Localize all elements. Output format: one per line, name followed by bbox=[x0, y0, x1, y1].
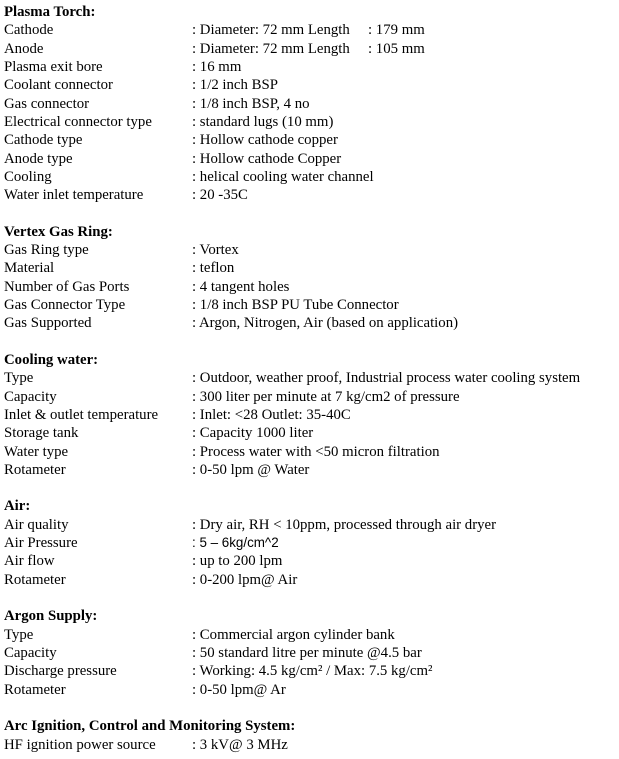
spec-label: Water type bbox=[4, 443, 69, 460]
spec-label: Gas Connector Type bbox=[4, 297, 126, 313]
spec-value-part-1: : 1/2 inch BSP bbox=[192, 77, 278, 94]
spec-value bbox=[192, 369, 619, 387]
spec-value-part-1: : Working: 4.5 kg/cm² / Max: 7.5 kg/cm² bbox=[192, 663, 433, 680]
spec-label: Cathode bbox=[4, 22, 54, 39]
spec-value-part-1: : Hollow cathode Copper bbox=[192, 150, 342, 167]
section-rows bbox=[4, 369, 619, 479]
spec-row bbox=[4, 552, 619, 570]
spec-row bbox=[4, 644, 619, 662]
spec-value-part-1: : Capacity 1000 liter bbox=[192, 425, 314, 442]
spec-value bbox=[192, 644, 619, 662]
spec-section bbox=[4, 3, 619, 204]
spec-value bbox=[192, 186, 619, 204]
spec-value-part-1: : 5 – 6kg/cm^2 bbox=[192, 535, 279, 551]
spec-row bbox=[4, 681, 619, 699]
section-heading: Arc Ignition, Control and Monitoring System: bbox=[4, 718, 296, 735]
spec-row bbox=[4, 388, 619, 406]
spec-value bbox=[192, 443, 619, 461]
spec-value-part-1: : Process water with <50 micron filtration bbox=[192, 443, 440, 460]
spec-value bbox=[192, 626, 619, 644]
spec-row bbox=[4, 736, 619, 754]
spec-value-part-1: : Outdoor, weather proof, Industrial process water cooling system bbox=[192, 370, 581, 387]
spec-label: Type bbox=[4, 370, 34, 387]
spec-row bbox=[4, 516, 619, 534]
spec-row bbox=[4, 424, 619, 442]
spec-value-part-1: : 1/8 inch BSP, 4 no bbox=[192, 95, 310, 112]
spec-value bbox=[192, 296, 619, 314]
spec-label: Water inlet temperature bbox=[4, 187, 144, 204]
spec-value bbox=[192, 241, 619, 259]
spec-value-part-1: : 0-50 lpm @ Water bbox=[192, 461, 310, 478]
spec-value bbox=[192, 681, 619, 699]
spec-label: Anode bbox=[4, 40, 44, 57]
spec-value-part-1: : teflon bbox=[192, 260, 235, 277]
spec-value bbox=[192, 40, 619, 58]
spec-value-part-1: : 1/8 inch BSP PU Tube Connector bbox=[192, 297, 399, 313]
spec-label: Gas Ring type bbox=[4, 242, 89, 259]
spec-row bbox=[4, 58, 619, 76]
spec-label: Rotameter bbox=[4, 571, 66, 588]
spec-section bbox=[4, 607, 619, 699]
spec-value-part-1: : Vortex bbox=[192, 242, 239, 259]
spec-value-part-1: : Hollow cathode copper bbox=[192, 132, 338, 149]
spec-row bbox=[4, 113, 619, 131]
spec-section bbox=[4, 717, 619, 754]
section-rows bbox=[4, 626, 619, 699]
spec-value bbox=[192, 150, 619, 168]
spec-value-part-1: : 0-200 lpm@ Air bbox=[192, 571, 298, 588]
spec-label: Air Pressure bbox=[4, 535, 78, 552]
spec-row bbox=[4, 296, 619, 314]
spec-value bbox=[192, 58, 619, 76]
spec-row bbox=[4, 131, 619, 149]
spec-label: Air quality bbox=[4, 516, 69, 533]
spec-value-part-1: : 4 tangent holes bbox=[192, 278, 290, 295]
spec-row bbox=[4, 21, 619, 39]
spec-value bbox=[192, 259, 619, 277]
spec-value-part-1: : standard lugs (10 mm) bbox=[192, 113, 334, 130]
spec-row bbox=[4, 461, 619, 479]
spec-value-part-1: : 300 liter per minute at 7 kg/cm2 of pressure bbox=[192, 388, 460, 405]
spec-label: Discharge pressure bbox=[4, 663, 117, 680]
spec-value bbox=[192, 314, 619, 332]
spec-value bbox=[192, 516, 619, 534]
spec-row bbox=[4, 76, 619, 94]
section-heading: Argon Supply: bbox=[4, 608, 98, 625]
spec-label: Rotameter bbox=[4, 461, 66, 478]
spec-value-part-1: : Commercial argon cylinder bank bbox=[192, 626, 395, 643]
spec-value-part-1: : Argon, Nitrogen, Air (based on application) bbox=[192, 315, 459, 332]
spec-label: Coolant connector bbox=[4, 77, 113, 94]
spec-section bbox=[4, 223, 619, 333]
spec-value-part-1: : 50 standard litre per minute @4.5 bar bbox=[192, 644, 422, 661]
spec-section bbox=[4, 351, 619, 479]
spec-label: Gas connector bbox=[4, 95, 90, 112]
spec-value-part-1: : 0-50 lpm@ Ar bbox=[192, 681, 286, 698]
spec-label: Air flow bbox=[4, 553, 55, 570]
spec-row bbox=[4, 278, 619, 296]
spec-value bbox=[192, 461, 619, 479]
spec-label: Cathode type bbox=[4, 132, 83, 149]
spec-value bbox=[192, 168, 619, 186]
spec-value bbox=[192, 662, 619, 680]
spec-label: Cooling bbox=[4, 168, 52, 185]
spec-row bbox=[4, 259, 619, 277]
spec-value-part-1: : 16 mm bbox=[192, 58, 242, 75]
spec-row bbox=[4, 40, 619, 58]
spec-value-part-1: : 20 -35C bbox=[192, 187, 248, 204]
section-heading: Air: bbox=[4, 498, 31, 515]
section-rows bbox=[4, 736, 619, 754]
spec-value-part-2: : 105 mm bbox=[368, 40, 425, 57]
spec-label: Type bbox=[4, 626, 34, 643]
spec-label: Gas Supported bbox=[4, 315, 92, 332]
spec-label: Electrical connector type bbox=[4, 113, 152, 130]
spec-value-part-2: : 179 mm bbox=[368, 22, 425, 39]
section-rows bbox=[4, 241, 619, 333]
spec-value bbox=[192, 131, 619, 149]
spec-value bbox=[192, 406, 619, 424]
spec-value-part-1: : Dry air, RH < 10ppm, processed through air dryer bbox=[192, 516, 497, 533]
spec-value bbox=[192, 552, 619, 570]
spec-value bbox=[192, 278, 619, 296]
spec-value-part-1: : Diameter: 72 mm Length bbox=[192, 40, 350, 57]
spec-label: Inlet & outlet temperature bbox=[4, 406, 159, 423]
spec-row bbox=[4, 314, 619, 332]
spec-row bbox=[4, 369, 619, 387]
spec-value bbox=[192, 113, 619, 131]
spec-row bbox=[4, 534, 619, 552]
spec-value bbox=[192, 388, 619, 406]
spec-section bbox=[4, 497, 619, 589]
spec-label: HF ignition power source bbox=[4, 736, 156, 753]
spec-value-part-1: : Inlet: <28 Outlet: 35-40C bbox=[192, 406, 351, 423]
spec-row bbox=[4, 571, 619, 589]
section-rows bbox=[4, 21, 619, 204]
spec-value-part-1: : up to 200 lpm bbox=[192, 553, 283, 570]
section-heading: Cooling water: bbox=[4, 351, 99, 368]
spec-row bbox=[4, 406, 619, 424]
spec-value bbox=[192, 424, 619, 442]
spec-value bbox=[192, 571, 619, 589]
spec-label: Capacity bbox=[4, 388, 57, 405]
spec-label: Anode type bbox=[4, 150, 73, 167]
spec-value-part-1: : Diameter: 72 mm Length bbox=[192, 22, 350, 39]
spec-row bbox=[4, 662, 619, 680]
spec-label: Capacity bbox=[4, 644, 57, 661]
spec-value bbox=[192, 95, 619, 113]
spec-value bbox=[192, 76, 619, 94]
spec-label: Rotameter bbox=[4, 681, 66, 698]
section-rows bbox=[4, 516, 619, 589]
spec-value bbox=[192, 736, 619, 754]
spec-row bbox=[4, 186, 619, 204]
spec-value bbox=[192, 21, 619, 39]
spec-row bbox=[4, 168, 619, 186]
spec-row bbox=[4, 95, 619, 113]
spec-label: Storage tank bbox=[4, 425, 79, 442]
spec-value bbox=[192, 534, 619, 552]
spec-row bbox=[4, 443, 619, 461]
spec-label: Number of Gas Ports bbox=[4, 278, 130, 295]
spec-value-part-1: : 3 kV@ 3 MHz bbox=[192, 736, 288, 753]
spec-value-part-1: : helical cooling water channel bbox=[192, 168, 374, 185]
spec-label: Plasma exit bore bbox=[4, 58, 103, 75]
spec-row bbox=[4, 241, 619, 259]
section-heading: Plasma Torch: bbox=[4, 4, 96, 20]
section-heading: Vertex Gas Ring: bbox=[4, 223, 113, 240]
spec-row bbox=[4, 150, 619, 168]
spec-row bbox=[4, 626, 619, 644]
spec-label: Material bbox=[4, 260, 55, 277]
